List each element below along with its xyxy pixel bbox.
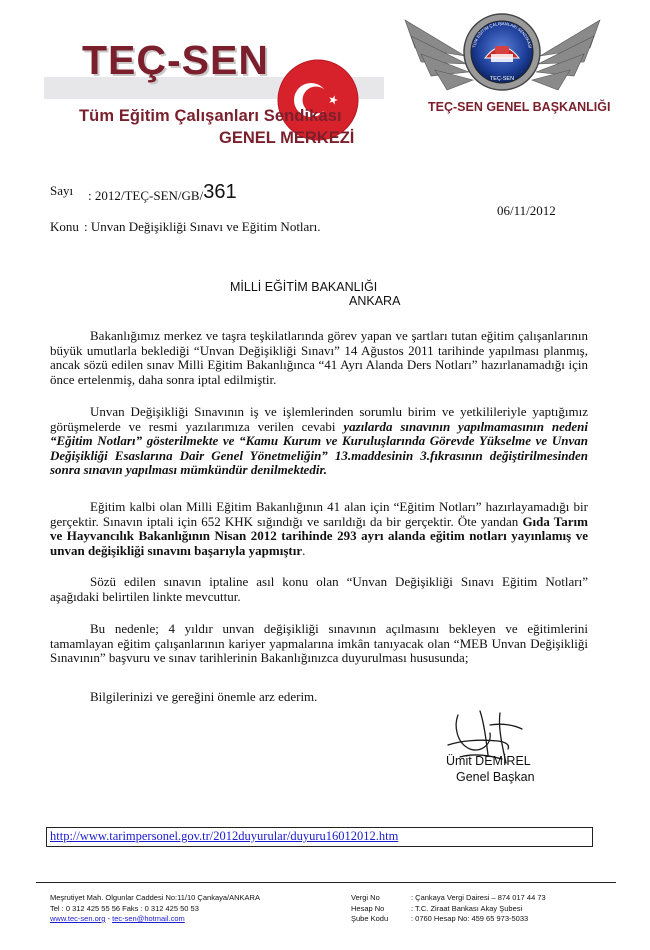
- footer-phone: Tel : 0 312 425 55 56 Faks : 0 312 425 50 53: [50, 903, 199, 913]
- paragraph-3: [50, 500, 588, 558]
- vergi-value: : Çankaya Vergi Dairesi – 874 017 44 73: [411, 893, 546, 902]
- hesap-label: Hesap No: [351, 903, 385, 913]
- konu-subject: : Unvan Değişikliği Sınavı ve Eğitim Notları.: [84, 219, 321, 234]
- sayi-number: 361: [203, 181, 237, 203]
- konu-label: Konu: [50, 219, 79, 234]
- hq-label: TEÇ-SEN GENEL BAŞKANLIĞI: [428, 100, 611, 114]
- paragraph-2-text: Unvan Değişikliği Sınavının iş ve işlemlerinden sorumlu birim ve yetkilileriyle yaptığımız görüşmelerde ve resmi yazılarımıza verilen cevabi: [50, 404, 588, 434]
- document-date: 06/11/2012: [497, 203, 556, 218]
- sayi-prefix: : 2012/TEÇ-SEN/GB/: [88, 188, 204, 203]
- footer-contact: [50, 893, 340, 925]
- union-hq-label: GENEL MERKEZİ: [219, 129, 355, 147]
- recipient-line-1: MİLLİ EĞİTİM BAKANLIĞI: [230, 280, 378, 294]
- email-link[interactable]: tec-sen@hotmail.com: [112, 914, 185, 923]
- paragraph-5: [50, 622, 588, 666]
- paragraph-4: [50, 575, 588, 604]
- footer-address: Meşrutiyet Mah. Olgunlar Caddesi No:11/10 Çankaya/ANKARA: [50, 893, 260, 902]
- footer-bank-info: [351, 893, 611, 925]
- union-full-name: Tüm Eğitim Çalışanları Sendikası: [79, 107, 342, 125]
- paragraph-3-end: .: [302, 542, 306, 558]
- paragraph-1-text: Bakanlığımız merkez ve taşra teşkilatlarında görev yapan ve şartları tutan eğitim çalışanlarının büyük umutlarla beklediği “Unvan Değişikliği Sınavı” 14 Ağustos 2011 tarihinde yapılması planmış, ancak sözü edilen sınav Milli Eğitim Bakanlığınca “41 Ayrı Alanda Ders Notları” hazırlanamadığı için önce ertelenmiş, daha sonra iptal edilmiştir.: [50, 328, 588, 387]
- paragraph-2: [50, 405, 588, 478]
- brand-title: TEÇ-SEN: [82, 37, 269, 83]
- laurel-emblem-icon: [395, 8, 610, 100]
- paragraph-6-text: Bilgilerinizi ve gereğini önemle arz ederim.: [90, 689, 318, 704]
- footer-separator: -: [105, 914, 113, 923]
- paragraph-2-emphasis: yazılarda sınavının yapılmamasının nedeni “Eğitim Notları” gösterilmekte ve “Kamu Kurum ve Kuruluşlarında Görevde Yükselme ve Unvan Değişikliği Esaslarına Dair Genel Yönetmeliğin” 13.maddesinin 3.fıkrasının değiştirilmesinden sonra sınavın yapılması mümkündür denilmektedir.: [50, 418, 588, 477]
- paragraph-3-text: Eğitim kalbi olan Milli Eğitim Bakanlığının 41 alan için “Eğitim Notları” hazırlayamadığı bir gerçektir. Sınavın iptali için 652 KHK sığındığı ve sarıldığı da bir gerçektir. Öte yandan: [50, 499, 588, 529]
- signatory-name: Ümit DEMİREL: [446, 754, 531, 768]
- hesap-value: : T.C. Ziraat Bankası Akay Şubesi: [411, 903, 523, 913]
- paragraph-6: [50, 690, 588, 705]
- paragraph-1: [50, 329, 588, 387]
- paragraph-5-text: Bu nedenle; 4 yıldır unvan değişikliği sınavının açılmasını bekleyen ve eğitimlerini tamamlayan eğitim çalışanlarının kariyer yapmalarına imkân tanıyacak olan “MEB Unvan Değişikliği Sınavının” başvuru ve sınav tarihlerinin Bakanlığınızca duyurulması hususunda;: [50, 621, 588, 665]
- footer-web-email: [50, 914, 340, 925]
- footer-divider: [36, 882, 616, 883]
- signatory-title: Genel Başkan: [456, 770, 535, 784]
- sube-value: : 0760 Hesap No: 459 65 973-5033: [411, 914, 529, 923]
- sayi-label: Sayı: [50, 183, 74, 198]
- paragraph-4-text: Sözü edilen sınavın iptaline asıl konu olan “Unvan Değişikliği Sınavı Eğitim Notları” aşağıdaki belirtilen linkte mevcuttur.: [50, 574, 588, 604]
- recipient-line-2: ANKARA: [349, 294, 401, 308]
- sube-label: Şube Kodu: [351, 914, 389, 923]
- emblem-ring-text: TÜM EĞİTİM ÇALIŞANLARI SENDİKASI: [471, 20, 533, 49]
- emblem-bottom-text: TEÇ-SEN: [489, 76, 515, 82]
- paragraph-3-emphasis: Gıda Tarım ve Hayvancılık Bakanlığının Nisan 2012 tarihinde 293 ayrı alanda eğitim notları yayınlamış ve unvan değişikliği sınavını başarıyla yapmıştır: [50, 513, 588, 558]
- vergi-label: Vergi No: [351, 893, 380, 902]
- sayi-reference: [88, 183, 237, 206]
- website-link[interactable]: www.tec-sen.org: [50, 914, 106, 923]
- notes-link[interactable]: http://www.tarimpersonel.gov.tr/2012duyurular/duyuru16012012.htm: [50, 829, 399, 843]
